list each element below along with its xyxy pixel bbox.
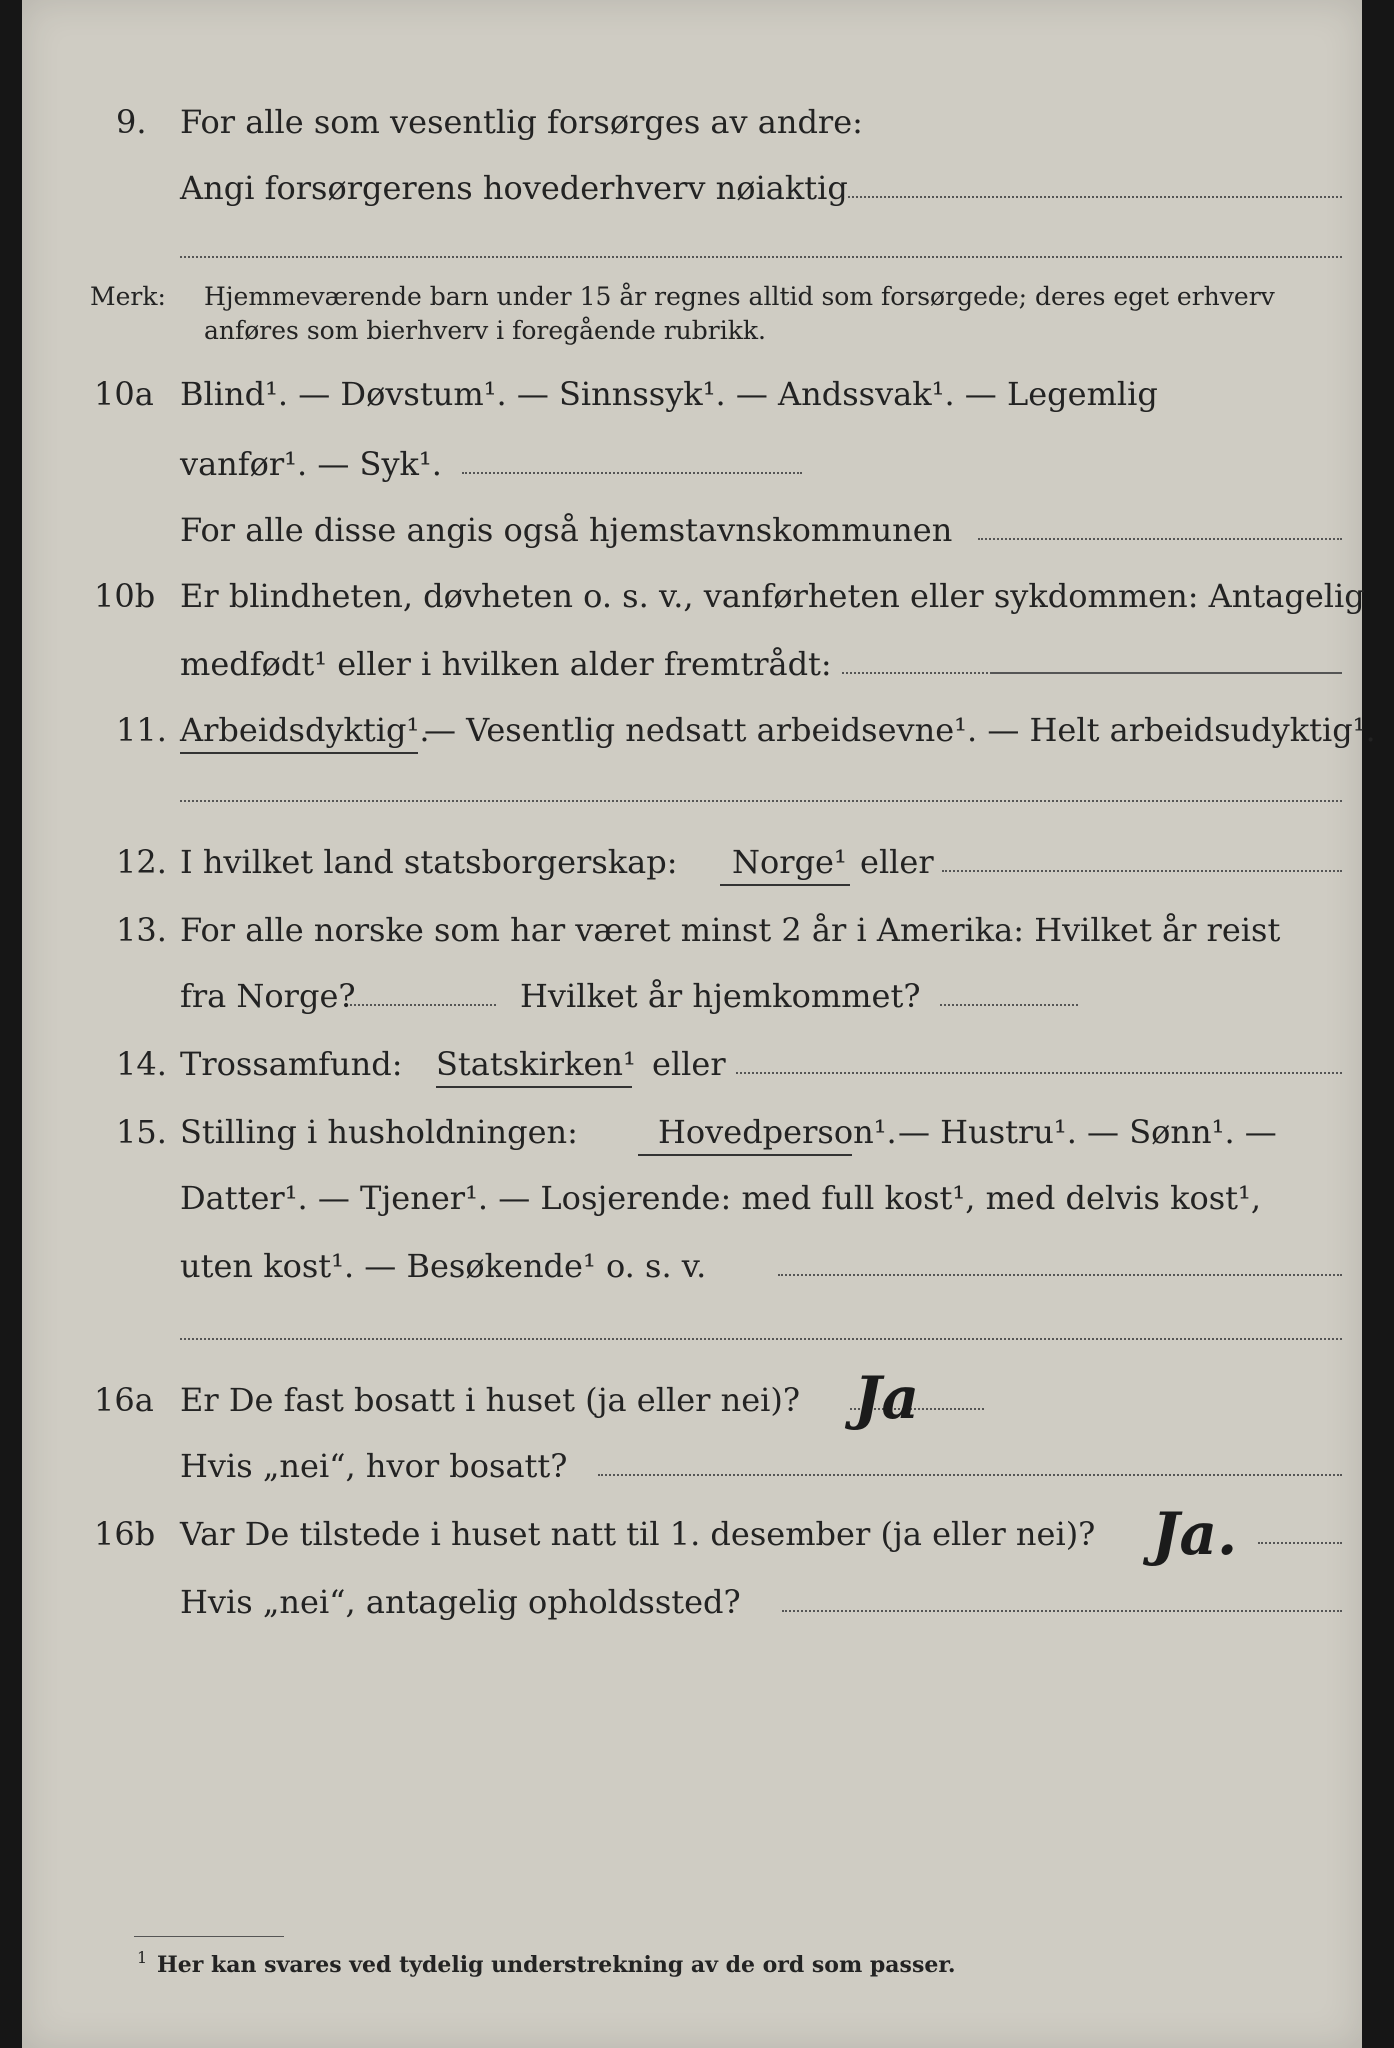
q16b-handwritten-answer: Ja. [1152,1500,1238,1568]
q12-text: I hvilket land statsborgerskap: [180,843,678,881]
q13-text-2a: fra Norge? [180,977,356,1015]
q12-answer-field[interactable] [942,870,1342,872]
q15-underline-mark [638,1154,852,1156]
q13-text-2b: Hvilket år hjemkommet? [520,977,921,1015]
q13-year-returned-field[interactable] [940,1004,1078,1006]
q10b-text: Er blindheten, døvheten o. s. v., vanførheten eller sykdommen: Antagelig [180,577,1365,615]
q11-answer-field[interactable] [180,800,1342,802]
q14-option-selected[interactable]: Statskirken¹ [436,1045,636,1083]
q14-answer-field[interactable] [736,1072,1342,1074]
q12-number: 12. [116,843,167,881]
q16b-text-2: Hvis „nei“, antagelig opholdssted? [180,1583,741,1621]
footnote-rule [134,1936,284,1937]
q10b-answer-line [992,672,1342,674]
q13-number: 13. [116,911,167,949]
q16a-text: Er De fast bosatt i huset (ja eller nei)? [180,1381,801,1419]
q16a-handwritten-answer: Ja [854,1364,920,1432]
q14-or: eller [652,1045,726,1083]
q10a-text-3: For alle disse angis også hjemstavnskommunen [180,511,953,549]
q9-answer-field[interactable] [848,196,1342,198]
q11-underline-mark [180,752,418,754]
q13-year-left-field[interactable] [350,1004,496,1006]
q12-underline-mark [720,884,850,886]
q10b-answer-field[interactable] [842,672,992,674]
q11-text: — Vesentlig nedsatt arbeidsevne¹. — Helt arbeidsudyktig¹. [424,711,1376,749]
q10a-hometown-field[interactable] [978,538,1342,540]
q11-number: 11. [116,711,167,749]
q9-text: For alle som vesentlig forsørges av andre: [180,103,863,141]
q10a-answer-field[interactable] [462,472,802,474]
merk-text: Hjemmeværende barn under 15 år regnes alltid som forsørgede; deres eget erhverv [204,282,1275,311]
q15-option-selected[interactable]: Hovedperson¹. [658,1113,897,1151]
q10b-number: 10b [94,577,156,615]
q10b-text-2: medfødt¹ eller i hvilken alder fremtrådt: [180,645,832,683]
q10a-number: 10a [94,375,154,413]
q15-answer-field-2[interactable] [180,1338,1342,1340]
footnote [137,1948,956,1978]
q15-answer-field[interactable] [778,1274,1342,1276]
q13-text: For alle norske som har været minst 2 år i Amerika: Hvilket år reist [180,911,1281,949]
merk-label: Merk: [90,282,166,311]
q16b-location-field[interactable] [782,1610,1342,1612]
footnote-mark: 1 [137,1948,148,1967]
q15-text-rest: — Hustru¹. — Sønn¹. — [898,1113,1277,1151]
q15-text-2: Datter¹. — Tjener¹. — Losjerende: med full kost¹, med delvis kost¹, [180,1179,1262,1217]
q16a-text-2: Hvis „nei“, hvor bosatt? [180,1447,568,1485]
footnote-text: Her kan svares ved tydelig understrekning av de ord som passer. [157,1952,956,1978]
q9-number: 9. [116,103,147,141]
q9-text-2: Angi forsørgerens hovederhverv nøiaktig [180,169,848,207]
q14-text: Trossamfund: [180,1045,403,1083]
census-form-page [22,0,1376,2048]
q15-text-3: uten kost¹. — Besøkende¹ o. s. v. [180,1247,707,1285]
q14-number: 14. [116,1045,167,1083]
q15-number: 15. [116,1113,167,1151]
merk-text-2: anføres som bierhverv i foregående rubrikk. [204,316,766,345]
q16a-number: 16a [94,1381,154,1419]
q9-answer-field-2[interactable] [180,256,1342,258]
q16b-number: 16b [94,1515,156,1553]
q16b-text: Var De tilstede i huset natt til 1. desember (ja eller nei)? [180,1515,1096,1553]
q11-option-selected[interactable]: Arbeidsdyktig¹. [180,711,430,749]
q16a-where-field[interactable] [598,1474,1342,1476]
q16b-answer-field[interactable] [1258,1542,1342,1544]
q10a-text-2: vanfør¹. — Syk¹. [180,445,442,483]
q10a-text: Blind¹. — Døvstum¹. — Sinnssyk¹. — Andssvak¹. — Legemlig [180,375,1158,413]
q15-text: Stilling i husholdningen: [180,1113,578,1151]
q12-option-selected[interactable]: Norge¹ [732,843,847,881]
q12-or: eller [860,843,934,881]
q14-underline-mark [436,1086,632,1088]
